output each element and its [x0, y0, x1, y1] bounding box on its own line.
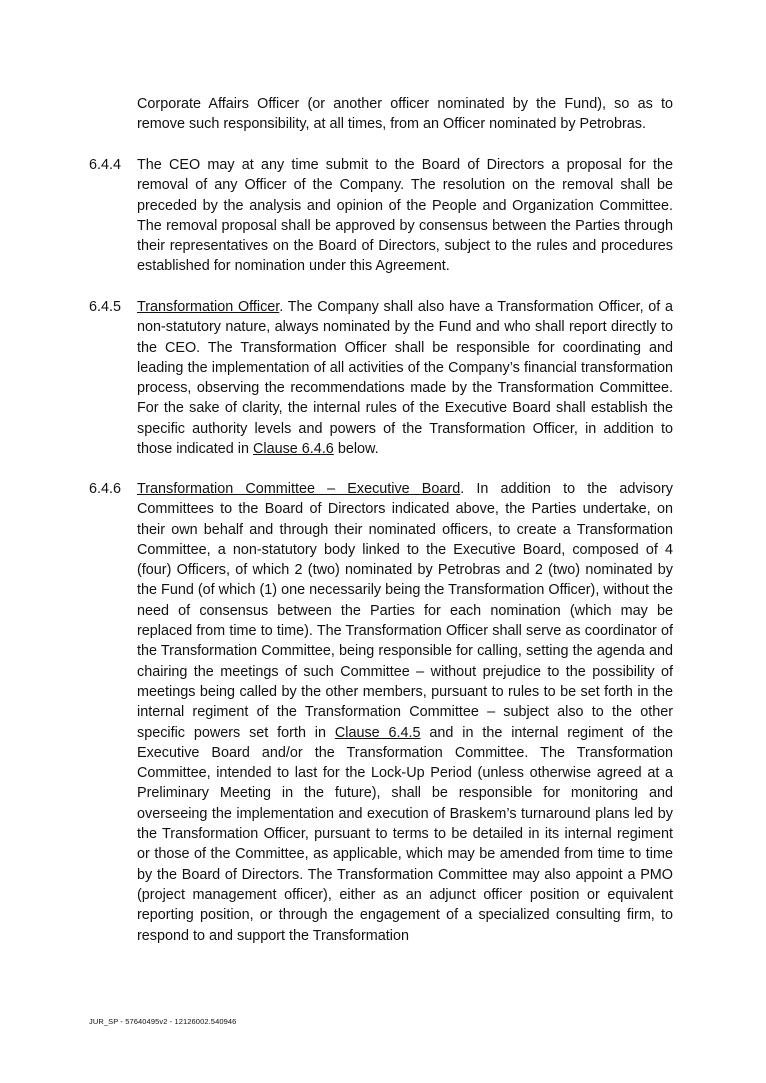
- document-footer-id: JUR_SP - 57640495v2 - 12126002.540946: [89, 1017, 237, 1026]
- clause-number: 6.4.6: [89, 481, 122, 497]
- clause-text-end: below.: [333, 441, 379, 458]
- clause-body: [137, 297, 673, 459]
- clause-text: . In addition to the advisory Committees to the Board of Directors indicated above, the Parties undertake, on their own behalf and through their nominated officers, to create a Transformation Committee, a non-statutory body linked to the Executive Board, composed of 4 (four) Officers, of which 2 (two) nominated by Petrobras and 2 (two) nominated by the Fund (of which (1) one necessarily being the Transformation Officer), without the need of consensus between the Parties for each nomination (which may be replaced from time to time). The Transformation Officer shall serve as coordinator of the Transformation Committee, being responsible for calling, setting the agenda and chairing the meetings of such Committee – without prejudice to the possibility of meetings being called by the other members, pursuant to rules to be set forth in the internal regiment of the Transformation Committee – subject also to the other specific powers set forth in: [137, 481, 673, 741]
- clause-number: 6.4.5: [89, 299, 122, 315]
- clause-number: 6.4.4: [89, 157, 122, 173]
- clause-text: The CEO may at any time submit to the Board of Directors a proposal for the removal of any Officer of the Company. The resolution on the removal shall be preceded by the analysis and opinion of the People and Organization Committee. The removal proposal shall be approved by consensus between the Parties through their representatives on the Board of Directors, subject to the rules and procedures established for nomination under this Agreement.: [137, 157, 673, 275]
- clause-reference-link[interactable]: Clause 6.4.6: [253, 441, 334, 458]
- clause-text: . The Company shall also have a Transformation Officer, of a non-statutory nature, always nominated by the Fund and who shall report directly to the CEO. The Transformation Officer shall be responsible for coordinating and leading the implementation of all activities of the Company’s financial transformation process, observing the recommendations made by the Transformation Committee. For the sake of clarity, the internal rules of the Executive Board shall establish the specific authority levels and powers of the Transformation Officer, in addition to those indicated in: [137, 299, 673, 458]
- clause-6-4-5: [89, 297, 673, 459]
- clause-heading: Transformation Committee – Executive Board: [137, 481, 461, 497]
- clause-reference-link[interactable]: Clause 6.4.5: [334, 724, 421, 741]
- clause-body: [137, 479, 673, 946]
- continuation-paragraph: Corporate Affairs Officer (or another officer nominated by the Fund), so as to remove such responsibility, at all times, from an Officer nominated by Petrobras.: [137, 96, 673, 133]
- clause-6-4-6: [89, 479, 673, 946]
- clause-6-4-4: [89, 155, 673, 277]
- clause-text-end: and in the internal regiment of the Executive Board and/or the Transformation Committee. The Transformation Committee, intended to last for the Lock-Up Period (unless otherwise agreed at a Preliminary Meeting in the future), shall be responsible for monitoring and overseeing the implementation and execution of Braskem’s turnaround plans led by the Transformation Officer, pursuant to terms to be detailed in its internal regiment or those of the Committee, as applicable, which may be amended from time to time by the Board of Directors. The Transformation Committee may also appoint a PMO (project management officer), either as an adjunct officer position or equivalent reporting position, or through the engagement of a specialized consulting firm, to respond to and support the Transformation: [137, 724, 673, 944]
- clause-heading: Transformation Officer: [137, 299, 280, 315]
